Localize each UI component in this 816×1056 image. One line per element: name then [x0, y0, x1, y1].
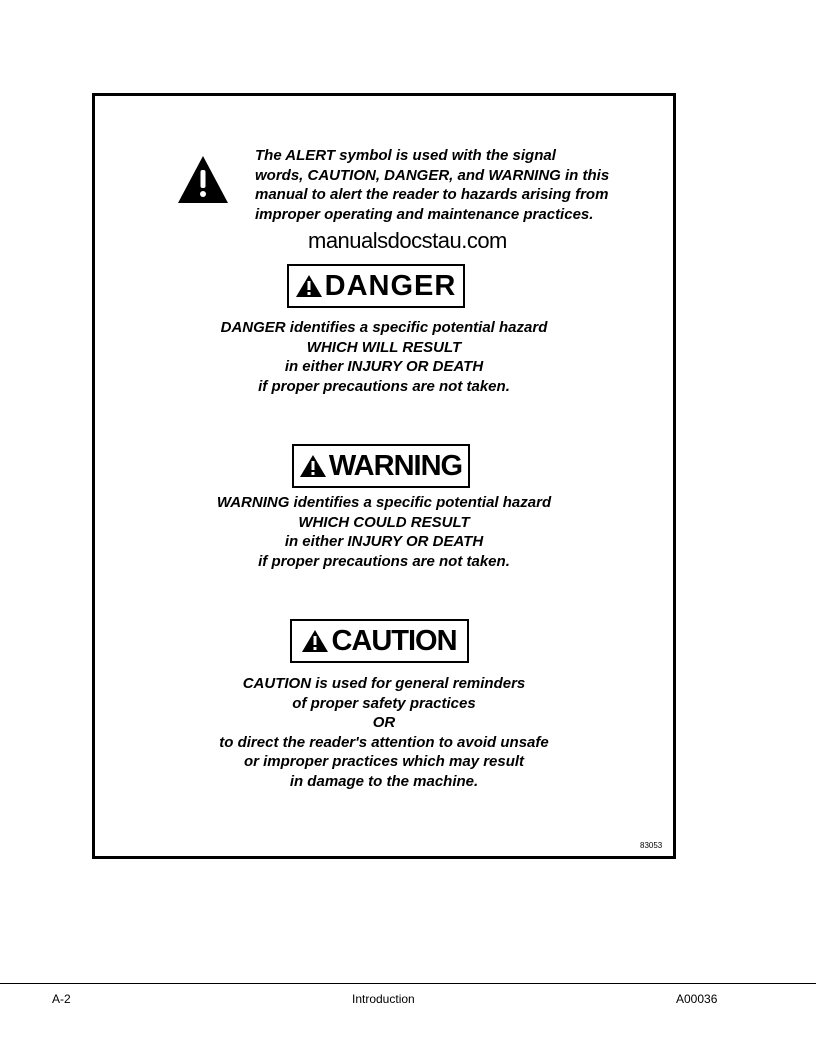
sign-label: WARNING: [328, 449, 463, 482]
page-number: A-2: [52, 992, 71, 1006]
alert-triangle-icon: [302, 630, 328, 652]
text-line: CAUTION is used for general reminders: [242, 675, 526, 692]
footer-rule: [0, 983, 816, 984]
text-line: OR: [372, 714, 396, 731]
alert-triangle-icon: [178, 156, 258, 204]
sign-label: CAUTION: [331, 624, 457, 657]
warning-description: [95, 493, 673, 571]
text-line: in either INJURY OR DEATH: [284, 533, 484, 550]
text-line: manual to alert the reader to hazards arising from: [255, 186, 609, 203]
section-title: Introduction: [352, 992, 415, 1006]
text-line: in either INJURY OR DEATH: [284, 358, 484, 375]
text-line: words, CAUTION, DANGER, and WARNING in this: [255, 166, 610, 184]
caution-description: [95, 674, 673, 791]
text-line: improper operating and maintenance practices.: [255, 205, 594, 223]
figure-code: 83053: [640, 841, 663, 850]
danger-description: [95, 318, 673, 396]
alert-triangle-icon: [300, 455, 326, 477]
text-line: if proper precautions are not taken.: [258, 552, 510, 570]
warning-sign: [292, 444, 470, 488]
caution-sign: [290, 619, 469, 663]
text-line: WHICH WILL RESULT: [306, 338, 462, 356]
text-line: in damage to the machine.: [289, 772, 479, 790]
watermark: manualsdocstau.com: [308, 228, 507, 253]
text-line: of proper safety practices: [292, 694, 476, 712]
text-line: if proper precautions are not taken.: [258, 377, 510, 395]
document-code: A00036: [676, 992, 718, 1006]
text-line: The ALERT symbol is used with the signal: [255, 147, 556, 164]
text-line: to direct the reader's attention to avoid unsafe: [219, 733, 549, 751]
alert-intro-text: [255, 146, 655, 224]
text-line: WARNING identifies a specific potential hazard: [216, 494, 552, 511]
danger-sign: [287, 264, 465, 308]
sign-label: DANGER: [324, 269, 457, 302]
text-line: or improper practices which may result: [243, 753, 525, 770]
text-line: DANGER identifies a specific potential hazard: [220, 319, 548, 336]
text-line: WHICH COULD RESULT: [298, 513, 470, 531]
alert-triangle-icon: [296, 275, 322, 297]
